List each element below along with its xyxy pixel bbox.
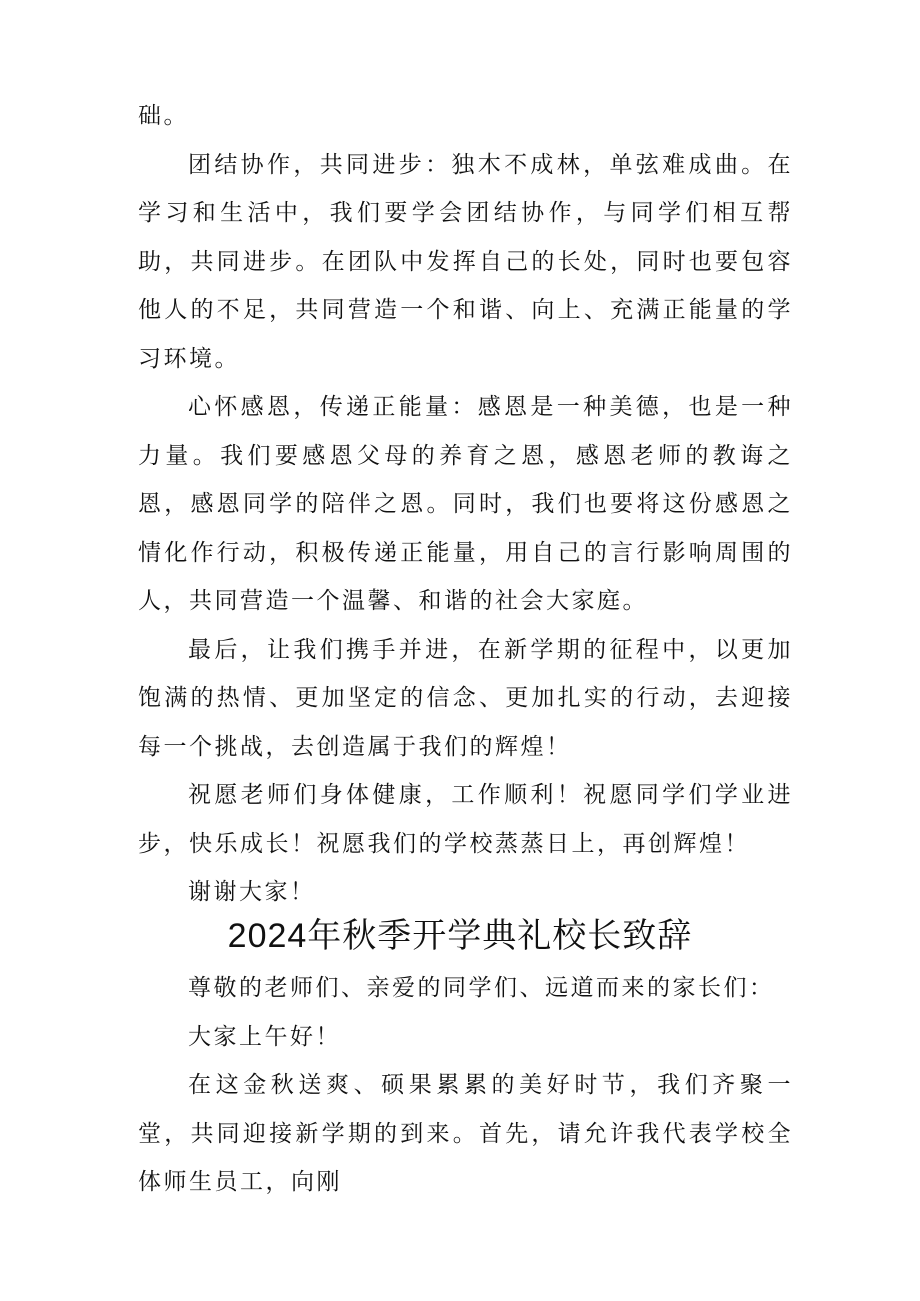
paragraph-wishes: 祝愿老师们身体健康，工作顺利！祝愿同学们学业进步，快乐成长！祝愿我们的学校蒸蒸日上，再创辉煌！	[138, 782, 793, 857]
speech-text-bottom	[138, 964, 793, 1207]
paragraph-closing: 最后，让我们携手并进，在新学期的征程中，以更加饱满的热情、更加坚定的信念、更加扎实的行动，去迎接每一个挑战，去创造属于我们的辉煌！	[138, 636, 793, 760]
paragraph-gratitude: 心怀感恩，传递正能量：感恩是一种美德，也是一种力量。我们要感恩父母的养育之恩，感恩老师的教诲之恩，感恩同学的陪伴之恩。同时，我们也要将这份感恩之情化作行动，积极传递正能量，用自己的言行影响周围的人，共同营造一个温馨、和谐的社会大家庭。	[138, 394, 793, 614]
paragraph-thanks: 谢谢大家！	[188, 879, 316, 905]
paragraph-opening: 在这金秋送爽、硕果累累的美好时节，我们齐聚一堂，共同迎接新学期的到来。首先，请允许我代表学校全体师生员工，向刚	[138, 1072, 793, 1195]
speech-title: 2024年秋季开学典礼校长致辞	[227, 917, 693, 955]
paragraph-continuation: 础。	[138, 103, 189, 129]
paragraph-greeting: 大家上午好！	[188, 1023, 341, 1050]
paragraph-salutation: 尊敬的老师们、亲爱的同学们、远道而来的家长们：	[188, 975, 775, 1001]
paragraph-teamwork: 团结协作，共同进步：独木不成林，单弦难成曲。在学习和生活中，我们要学会团结协作，与同学们相互帮助，共同进步。在团队中发挥自己的长处，同时也要包容他人的不足，共同营造一个和谐、向上、充满正能量的学习环境。	[138, 151, 793, 372]
speech-text-top	[138, 92, 793, 917]
